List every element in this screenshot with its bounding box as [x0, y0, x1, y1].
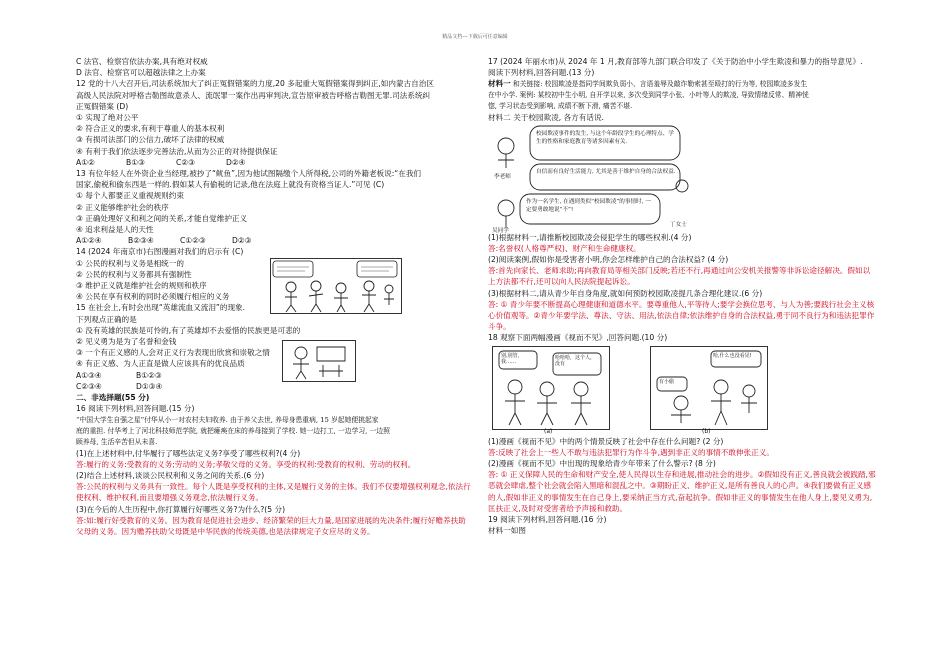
q13-stem: 13 有位年轻人在外资企业当经理,被抄了“鱿鱼”,因为他试图隔缴个人所得税,公司的外籍老板说:“在我们 — [76, 169, 422, 179]
comic-text: 别,别管，我…… — [501, 352, 523, 366]
speech-bubble: 自信而有良好生活能力, 尤其是善于维护自身的合法权益. — [536, 168, 676, 175]
q16-material: 庭的重担. 付华考上了河北科技师范学院, 就把瘫痪在床的养母接到了学校. 她一边打工, 一边学习, 一边照 — [76, 426, 390, 435]
q13-stem: 国家,偷税和偷东西是一样的.假如某人有偷税的记录,他在法庭上就没有资格当证人.”可见 (C) — [76, 180, 385, 190]
q17-sub3: (3)根据材料二,请从青少年自身角度,就如何预防校园欺凌提几条合理化建议.(6 分) — [488, 288, 763, 298]
q15-item: ① 没有英雄的民族是可怜的,有了英雄却不去爱惜的民族更是可悲的 — [76, 325, 301, 335]
comic-label-a: (a) — [544, 427, 553, 435]
q17-answer1: 答:名誉权(人格尊严权)、财产和生命健康权。 — [488, 243, 641, 253]
speaker-label: 吴同学 — [492, 227, 509, 234]
q17-stem: 阅读下列材料,回答问题.(13 分) — [488, 68, 595, 78]
q17-answer2: 答:首先向家长、老师求助;再向教育局等相关部门反映;若还不行,再通过向公安机关报警等非诉讼途径解决。假如以上方法都不行,还可以向人民法院提起诉讼。 — [488, 266, 871, 287]
choice: B①②③ — [136, 370, 162, 380]
choice: A①② — [76, 157, 95, 167]
q12-stem: 高级人民法院对呼格吉勒图故意杀人、流氓罪一案作出再审判决,宣告原审被告呼格吉勒图无罪.司法系统纠 — [76, 90, 431, 100]
q18-answer1: 答:反映了社会上一些人不敢与违法犯罪行为作斗争,遇到非正义的事情不敢伸张正义。 — [488, 447, 774, 457]
q17-sub1: (1)根据材料一,请推断校园欺凌会侵犯学生的哪些权利.(4 分) — [488, 232, 692, 242]
q16-material: “中国大学生自强之星”付华从小一对农村夫妇收养. 由于养父去世, 养母身患重病, 15 岁起她便挑起家 — [76, 415, 379, 424]
q11-option-d: D 法官、检察官可以超越法律之上办案 — [76, 68, 206, 78]
q15-stem: 15 在社会上,有时会出现“英雄流血又流泪”的现象. — [76, 303, 246, 313]
choice: C①②③ — [180, 236, 206, 246]
material-label: 材料一 — [488, 79, 511, 89]
q12-stem: 12 党的十八大召开后,司法系统加大了纠正冤假错案的力度,20 多起重大冤假错案得到纠正,如内蒙古自治区 — [76, 79, 434, 89]
q14-item: ① 公民的权利与义务是相统一的 — [76, 258, 184, 268]
comic-text: 有小偷 — [659, 378, 675, 385]
comic-text: 哈哈哈，这个人，没有 — [555, 354, 596, 368]
choice: B②③④ — [128, 236, 154, 246]
q13-cartoon — [270, 258, 402, 314]
q14-item: ④ 公民在享有权利的同时必须履行相应的义务 — [76, 292, 230, 302]
q13-item: ③ 正确处理好义和利之间的关系,才能自觉维护正义 — [76, 213, 248, 223]
q12-choices — [76, 157, 472, 168]
q18-answer2: 答: ① 正义保障人民的生命和财产安全,使人民得以生存和进展,推动社会的进步。②假如没有正义,善良就会被践踏,邪恶就会肆虐,整个社会就会陷入黑暗和混乱之中。③期盼正义、维护正义,是所有善良人的心声。④我们要做有正义感的人,假如非正义的事情发生在自己身上,要采纳正当方式,奋起抗争。假如非正义的事情发生在他人身上,要见义勇为,匡扶正义,及时对受害者给予声援和救助。 — [488, 470, 876, 513]
q19-material: 材料一如图 — [488, 526, 526, 536]
section-heading: 二、非选择题(55 分) — [76, 393, 150, 403]
comic-panel-b — [650, 346, 768, 430]
q15-item: ② 见义勇为是为了名誉和金钱 — [76, 337, 177, 347]
q19-stem: 19 阅读下列材料,回答问题.(16 分) — [488, 515, 607, 525]
choice: C②③④ — [76, 381, 102, 391]
comic-panel-a — [492, 346, 610, 430]
q12-item: ① 实现了绝对公平 — [76, 113, 139, 123]
q13-item: ① 每个人都要正义重视规则约束 — [76, 191, 184, 201]
q16-material: 顾养母, 生活辛苦但从未喜. — [76, 437, 158, 446]
q17-illustration — [488, 124, 876, 232]
q16-sub3: (3)在今后的人生历程中,你打算履行好哪些义务?为什么?(5 分) — [76, 504, 286, 514]
q18-comics — [488, 344, 876, 436]
q17-answer3: 答: ① 青少年要不断提高心理健康和道德水平。要尊重他人,平等待人;要学会换位思考、与人为善;要践行社会主义核心价值观等。②青少年要学法、尊法、守法、用法,依法自律;依法维护自身的合法权益,勇于同不良行为和违法犯罪作斗争。 — [488, 299, 875, 332]
speaker-label: 丁女士 — [670, 221, 687, 228]
q16-sub1: (1)在上述材料中,付华履行了哪些法定义务?享受了哪些权利?(4 分) — [76, 448, 301, 458]
q12-item: ④ 有利于我们依法逐步完善法治,从而为公正的对待提供保证 — [76, 146, 278, 156]
choice: D②③ — [232, 236, 252, 246]
q12-stem: 正冤假错案 (D) — [76, 101, 129, 111]
q17-material2: 材料二 关于校园欺凌, 各方有话说. — [488, 113, 604, 123]
speech-bubble: 校园欺凌事件的发生, 与这个年龄段学生的心理特点、学生的性格和家庭教育等诸多因素有关. — [536, 130, 674, 145]
q16-answer1: 答:履行的义务:受教育的义务;劳动的义务;孝敬父母的义务。享受的权利:受教育的权利、劳动的权利。 — [76, 459, 416, 469]
q14-item: ② 公民的权利与义务都具有强制性 — [76, 269, 192, 279]
q16-answer2: 答:公民的权利与义务具有一致性。每个人既是享受权利的主体,又是履行义务的主体。我们不仅要增强权利观念,依法行使权利、维护权利,而且要增强义务观念,依法履行义务。 — [76, 482, 471, 503]
q12-item: ② 符合正义的要求,有利于尊重人的基本权利 — [76, 124, 225, 134]
q15-cartoon — [282, 340, 356, 382]
q17-stem: 17 (2024 年丽水市)从 2024 年 1 月,教育部等九部门联合印发了《关于防治中小学生欺凌和暴力的指导意见》. — [488, 57, 863, 66]
speech-bubble: 作为一名学生, 在遇到类似“校园欺凌”的事情时, 一定要勇敢地说“不”! — [526, 198, 651, 213]
q14-stem: 14 (2024 年南京市)右图漫画对我们的启示有 (C) — [76, 247, 244, 257]
choice: D②④ — [226, 157, 246, 167]
q16-sub2: (2)结合上述材料,谈谈公民权利和义务之间的关系.(6 分) — [76, 470, 265, 480]
q13-item: ④ 追求利益是人的天性 — [76, 225, 154, 235]
q15-choices — [76, 381, 472, 392]
q15-stem: 下列观点正确的是 — [76, 314, 137, 324]
q16-stem: 16 阅读下列材料,回答问题.(15 分) — [76, 404, 195, 414]
choice: A①③④ — [76, 370, 102, 380]
q14-item: ③ 维护正义就是维护社会的规则和秩序 — [76, 281, 207, 291]
q15-item: ④ 有正义感、为人正直是做人应该具有的优良品质 — [76, 359, 245, 369]
q15-item: ③ 一个有正义感的人,会对正义行为表现出欣赏和崇敬之情 — [76, 348, 270, 358]
comic-text: 哈,什么也没看见! — [713, 352, 752, 359]
comic-label-b: (b) — [702, 427, 711, 435]
q18-sub2: (2)漫画《视而不见》中出现的现象给青少年带来了什么警示? (8 分) — [488, 459, 716, 469]
q15-choices — [76, 370, 472, 381]
q16-answer3: 答:如:履行好受教育的义务。因为教育是促进社会进步、经济繁荣的巨大力量,是国家进展的先决条件;履行好赡养扶助父母的义务。因为赡养扶助父母既是中华民族的传统美德,也是法律规定子女应尽的义务。 — [76, 515, 466, 536]
choice: A①②④ — [76, 236, 102, 246]
q12-item: ③ 有损司法部门的公信力,破坏了法律的权威 — [76, 135, 225, 145]
q13-item: ② 正义能够维护社会的秩序 — [76, 202, 169, 212]
q17-material1: 惚, 学习状态受到影响, 成绩不断下滑, 痛苦不堪. — [488, 102, 633, 111]
q18-stem: 18 观察下面两幅漫画《视而不见》,回答问题.(10 分) — [488, 333, 668, 343]
q17-material1: 和关链接: 校园欺凌是指同学间欺负弱小、言语羞辱及敲诈勒索甚至殴打的行为等, 校园欺凌多发生 — [512, 80, 808, 89]
q17-material1: 在中小学. 案例: 某校初中生小明, 自开学以来, 多次受到同学小张、小叶等人的欺凌, 导致情绪反常、精神恍 — [488, 91, 809, 100]
right-column — [488, 56, 876, 536]
q18-sub1: (1)漫画《视而不见》中的两个情景反映了社会中存在什么问题? (2 分) — [488, 436, 724, 446]
speaker-label: 李老师 — [494, 173, 511, 180]
q11-option-c: C 法官、检察官依法办案,具有绝对权威 — [76, 57, 208, 66]
q17-sub2: (2)阅读案例,假如你是受害者小明,你会怎样维护自己的合法权益? (4 分) — [488, 255, 729, 265]
q13-choices — [76, 235, 472, 246]
page-header: 精品文档---下载后可任意编辑 — [442, 34, 508, 40]
choice: C②③ — [176, 157, 195, 167]
choice: B①③ — [126, 157, 145, 167]
choice: D①③④ — [136, 381, 163, 391]
